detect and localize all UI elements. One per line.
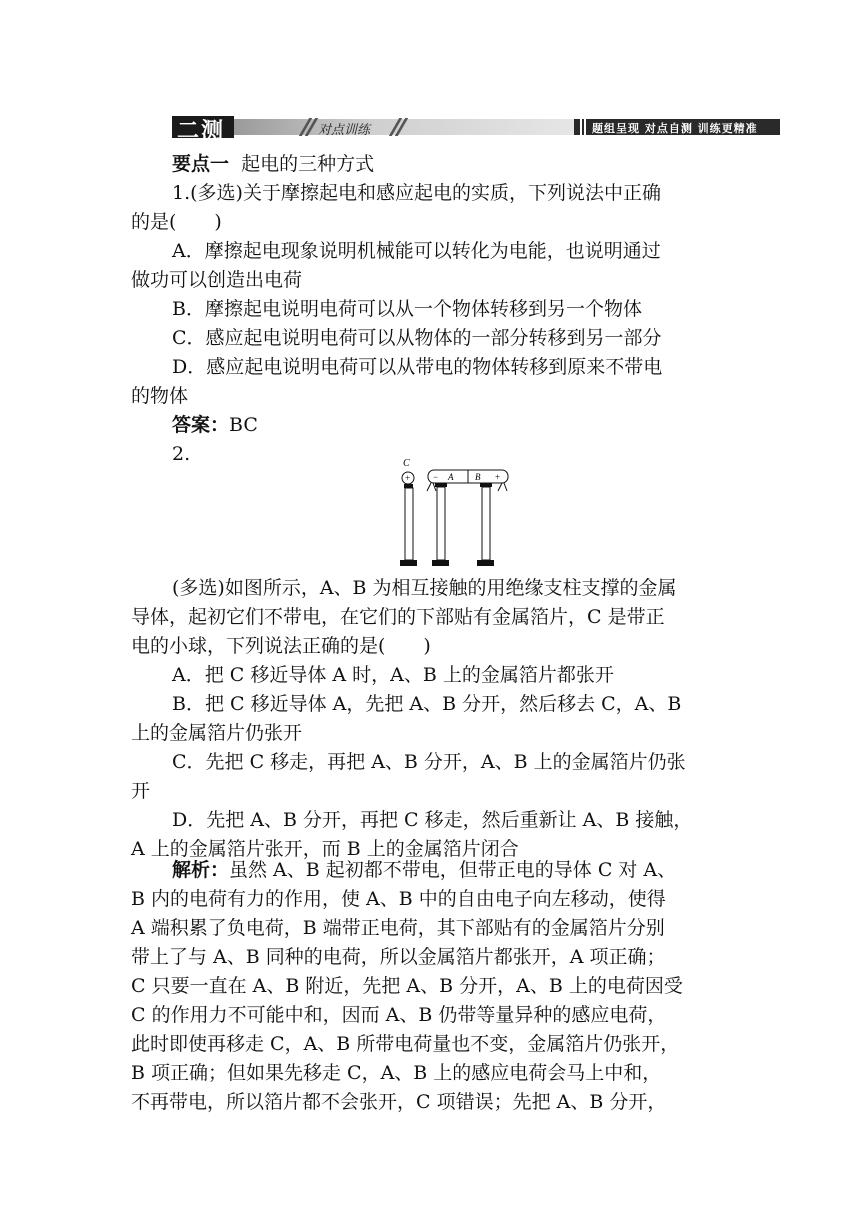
q2-option-b-cont: 上的金属箔片仍张开: [131, 722, 303, 744]
analysis-line: 此时即使再移走 C，A、B 所带电荷量也不变，金属箔片仍张开，: [131, 1033, 680, 1055]
banner-slogan: 题组呈现 对点自测 训练更精准: [574, 119, 780, 135]
insulating-stand: [437, 487, 445, 560]
foil-a: [427, 483, 436, 491]
analysis-line: 不再带电，所以箔片都不会张开，C 项错误；先把 A、B 分开，: [131, 1091, 667, 1113]
q2-stem-cont: 电的小球，下列说法正确的是( ): [131, 635, 431, 657]
q2-analysis: 解析：虽然 A、B 起初都不带电，但带正电的导体 C 对 A、: [172, 859, 677, 881]
minus-sign: −: [433, 472, 439, 482]
q1-option-b: B．摩擦起电说明电荷可以从一个物体转移到另一个物体: [172, 298, 642, 320]
label-a: A: [448, 472, 454, 482]
stand-cap: [404, 484, 413, 488]
q2-number: 2.: [172, 443, 191, 465]
q1-stem-cont: 的是( ): [131, 211, 222, 233]
label-c: C: [403, 458, 410, 469]
q2-option-d-cont: A 上的金属箔片张开，而 B 上的金属箔片闭合: [131, 838, 519, 860]
q1-option-a: A．摩擦起电现象说明机械能可以转化为电能，也说明通过: [172, 240, 661, 262]
section-banner: [172, 116, 780, 144]
analysis-line: 带上了与 A、B 同种的电荷，所以金属箔片都张开，A 项正确；: [131, 946, 666, 968]
q1-option-d: D．感应起电说明电荷可以从带电的物体转移到原来不带电: [172, 356, 663, 378]
q2-option-d: D．先把 A、B 分开，再把 C 移走，然后重新让 A、B 接触，: [172, 809, 693, 831]
plus-sign: +: [495, 472, 501, 482]
q1-option-d-cont: 的物体: [131, 385, 189, 407]
conductor-figure: [390, 456, 520, 571]
banner-divider: [584, 119, 586, 135]
insulating-stand: [482, 487, 490, 560]
banner-divider: [580, 119, 582, 135]
analysis-line: C 只要一直在 A、B 附近，先把 A、B 分开，A、B 上的电荷因受: [131, 975, 683, 997]
q2-option-b: B．把 C 移近导体 A，先把 A、B 分开，然后移去 C，A、B: [172, 693, 682, 715]
analysis-line: A 端积累了负电荷，B 端带正电荷，其下部贴有的金属箔片分别: [131, 917, 665, 939]
label-b: B: [475, 472, 481, 482]
q1-answer: 答案：BC: [172, 414, 258, 436]
q2-option-c-cont: 开: [131, 780, 151, 802]
banner-tag: 二测: [172, 116, 234, 138]
analysis-line: B 内的电荷有力的作用，使 A、B 中的自由电子向左移动，使得: [131, 888, 666, 910]
analysis-line: C 的作用力不可能中和，因而 A、B 仍带等量异种的感应电荷，: [131, 1004, 667, 1026]
q1-option-c: C．感应起电说明电荷可以从物体的一部分转移到另一部分: [172, 327, 662, 349]
q2-stem-cont: 导体，起初它们不带电，在它们的下部贴有金属箔片，C 是带正: [131, 606, 665, 628]
q2-stem: (多选)如图所示，A、B 为相互接触的用绝缘支柱支撑的金属: [172, 577, 677, 599]
banner-section: 对点训练: [234, 119, 574, 135]
analysis-line: B 项正确；但如果先移走 C，A、B 上的感应电荷会马上中和，: [131, 1062, 662, 1084]
q1-stem: 1.(多选)关于摩擦起电和感应起电的实质，下列说法中正确: [172, 182, 661, 204]
key-point-heading: 要点一 起电的三种方式: [172, 153, 375, 175]
insulating-stand: [405, 488, 413, 560]
q2-option-a: A．把 C 移近导体 A 时，A、B 上的金属箔片都张开: [172, 664, 614, 686]
stand-base: [400, 560, 417, 566]
q1-option-a-cont: 做功可以创造出电荷: [131, 269, 303, 291]
q2-option-c: C．先把 C 移走，再把 A、B 分开，A、B 上的金属箔片仍张: [172, 751, 686, 773]
sphere-plus: +: [405, 473, 411, 483]
foil-b: [498, 483, 507, 491]
